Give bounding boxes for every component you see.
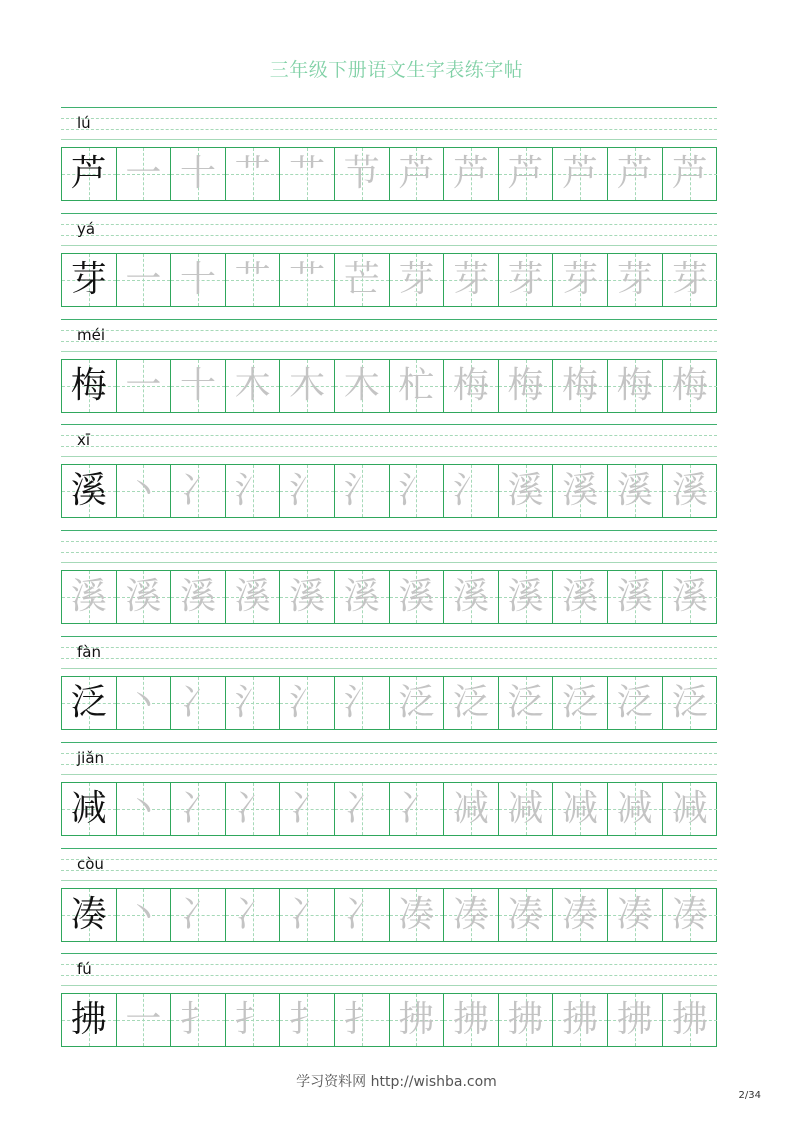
tracing-character: 减	[616, 787, 653, 829]
tracing-character: 芦	[452, 153, 489, 194]
tracing-cell	[499, 360, 554, 412]
character-grid	[61, 888, 717, 942]
tracing-character: 芦	[507, 153, 544, 194]
tracing-cell	[390, 571, 445, 623]
tracing-character: 冫	[343, 893, 380, 935]
tracing-cell	[444, 254, 499, 306]
tracing-cell	[226, 254, 281, 306]
tracing-cell	[335, 783, 390, 835]
tracing-character: 丶	[125, 470, 162, 512]
tracing-cell	[553, 148, 608, 200]
tracing-character: 芽	[671, 258, 708, 300]
tracing-cell	[226, 465, 281, 517]
tracing-cell	[280, 254, 335, 306]
tracing-character: 冫	[179, 682, 216, 723]
model-character: 泛	[70, 682, 107, 723]
tracing-cell	[499, 571, 554, 623]
practice-row	[61, 424, 717, 520]
character-grid	[61, 464, 717, 518]
tracing-character: 冫	[179, 787, 216, 829]
pinyin-guide-lines	[61, 953, 717, 987]
character-grid	[61, 676, 717, 730]
pinyin-label: fàn	[77, 643, 101, 661]
character-grid	[61, 253, 717, 307]
page-title: 三年级下册语文生字表练字帖	[269, 59, 524, 81]
tracing-character: 艹	[234, 153, 271, 194]
tracing-character: 溪	[70, 576, 107, 618]
tracing-cell	[280, 360, 335, 412]
practice-row	[61, 213, 717, 309]
model-character: 梅	[70, 364, 107, 406]
tracing-character: 梅	[616, 364, 653, 406]
tracing-character: 艹	[289, 258, 326, 300]
model-character: 溪	[70, 470, 107, 512]
tracing-character: 氵	[398, 470, 435, 512]
tracing-character: 拂	[562, 999, 599, 1041]
tracing-character: 溪	[671, 576, 708, 618]
tracing-cell	[171, 360, 226, 412]
tracing-character: 拂	[398, 999, 435, 1041]
tracing-cell	[499, 994, 554, 1046]
tracing-character: 溪	[616, 470, 653, 512]
model-character-cell	[62, 254, 117, 306]
tracing-cell	[117, 677, 172, 729]
pinyin-guide-lines	[61, 636, 717, 670]
tracing-character: 凑	[616, 893, 653, 935]
tracing-character: 减	[562, 787, 599, 829]
tracing-cell	[335, 571, 390, 623]
tracing-cell	[444, 994, 499, 1046]
model-character: 芽	[70, 258, 107, 300]
tracing-cell	[663, 783, 718, 835]
pinyin-label: yá	[77, 219, 96, 238]
tracing-cell	[663, 677, 718, 729]
tracing-cell	[280, 465, 335, 517]
model-character: 芦	[70, 153, 107, 194]
tracing-cell	[663, 465, 718, 517]
tracing-cell	[280, 677, 335, 729]
tracing-character: 凑	[562, 893, 599, 935]
tracing-cell	[226, 571, 281, 623]
tracing-cell	[226, 677, 281, 729]
pinyin-guide-lines	[61, 530, 717, 564]
tracing-character: 溪	[562, 470, 599, 512]
tracing-character: 芦	[671, 153, 708, 194]
tracing-cell	[280, 571, 335, 623]
pinyin-label: xī	[77, 431, 91, 450]
tracing-character: 氵	[452, 470, 489, 512]
tracing-character: 十	[179, 258, 216, 300]
tracing-cell	[226, 994, 281, 1046]
tracing-character: 泛	[452, 682, 489, 723]
tracing-character: 溪	[125, 576, 162, 618]
tracing-cell	[171, 254, 226, 306]
tracing-character: 丶	[125, 682, 162, 723]
tracing-cell	[608, 465, 663, 517]
tracing-cell	[608, 783, 663, 835]
tracing-character: 冫	[289, 893, 326, 935]
page-number: 2/34	[738, 1090, 761, 1101]
tracing-cell	[335, 360, 390, 412]
tracing-cell	[280, 783, 335, 835]
tracing-character: 氵	[343, 470, 380, 512]
tracing-cell	[335, 889, 390, 941]
practice-row	[61, 953, 717, 1049]
tracing-cell	[335, 465, 390, 517]
tracing-cell	[226, 148, 281, 200]
tracing-character: 一	[125, 999, 162, 1041]
tracing-cell	[390, 254, 445, 306]
tracing-character: 芽	[452, 258, 489, 300]
tracing-cell	[499, 254, 554, 306]
tracing-character: 凑	[452, 893, 489, 935]
tracing-cell	[117, 571, 172, 623]
tracing-cell	[499, 677, 554, 729]
tracing-cell	[663, 889, 718, 941]
model-character: 拂	[70, 999, 107, 1041]
tracing-cell	[444, 889, 499, 941]
tracing-cell	[390, 148, 445, 200]
tracing-cell	[171, 783, 226, 835]
tracing-character: 凑	[398, 893, 435, 935]
practice-row	[61, 848, 717, 944]
tracing-character: 梅	[507, 364, 544, 406]
tracing-character: 冫	[179, 470, 216, 512]
tracing-character: 冫	[234, 787, 271, 829]
tracing-cell	[663, 994, 718, 1046]
tracing-character: 氵	[289, 470, 326, 512]
tracing-cell	[117, 783, 172, 835]
tracing-cell	[390, 465, 445, 517]
tracing-cell	[226, 783, 281, 835]
tracing-cell	[335, 677, 390, 729]
tracing-character: 节	[343, 153, 380, 194]
pinyin-label: fú	[77, 960, 92, 979]
practice-row	[61, 636, 717, 732]
tracing-cell	[608, 571, 663, 623]
tracing-character: 氵	[343, 682, 380, 723]
tracing-character: 冫	[398, 787, 435, 829]
tracing-cell	[608, 360, 663, 412]
tracing-cell	[608, 148, 663, 200]
tracing-character: 溪	[507, 576, 544, 618]
tracing-character: 芒	[343, 258, 380, 300]
tracing-cell	[499, 783, 554, 835]
tracing-character: 杧	[398, 364, 435, 406]
tracing-cell	[171, 677, 226, 729]
tracing-character: 溪	[179, 576, 216, 618]
tracing-cell	[335, 148, 390, 200]
tracing-cell	[499, 465, 554, 517]
tracing-cell	[444, 148, 499, 200]
tracing-character: 木	[234, 364, 271, 406]
model-character: 减	[70, 787, 107, 829]
tracing-cell	[608, 994, 663, 1046]
tracing-cell	[117, 889, 172, 941]
tracing-character: 溪	[234, 576, 271, 618]
tracing-character: 冫	[343, 787, 380, 829]
tracing-character: 溪	[398, 576, 435, 618]
tracing-cell	[226, 889, 281, 941]
tracing-character: 减	[507, 787, 544, 829]
pinyin-label: còu	[77, 854, 104, 873]
model-character-cell	[62, 360, 117, 412]
tracing-cell	[553, 571, 608, 623]
tracing-cell	[171, 571, 226, 623]
tracing-character: 冫	[179, 893, 216, 935]
character-grid	[61, 359, 717, 413]
character-grid	[61, 570, 717, 624]
tracing-cell	[390, 360, 445, 412]
tracing-character: 溪	[452, 576, 489, 618]
tracing-cell	[117, 994, 172, 1046]
pinyin-guide-lines	[61, 742, 717, 776]
model-character: 凑	[70, 893, 107, 935]
tracing-character: 芦	[562, 153, 599, 194]
tracing-character: 溪	[343, 576, 380, 618]
tracing-character: 拂	[452, 999, 489, 1041]
pinyin-label: méi	[77, 325, 106, 344]
tracing-cell	[117, 254, 172, 306]
tracing-cell	[553, 994, 608, 1046]
tracing-cell	[608, 254, 663, 306]
tracing-cell	[444, 571, 499, 623]
tracing-cell	[444, 360, 499, 412]
tracing-cell	[390, 783, 445, 835]
tracing-character: 芽	[507, 258, 544, 300]
tracing-character: 芦	[616, 153, 653, 194]
tracing-character: 一	[125, 364, 162, 406]
tracing-character: 扌	[289, 999, 326, 1041]
tracing-character: 木	[343, 364, 380, 406]
tracing-cell	[280, 148, 335, 200]
tracing-character: 拂	[507, 999, 544, 1041]
tracing-cell	[553, 783, 608, 835]
tracing-character: 木	[289, 364, 326, 406]
tracing-cell	[280, 889, 335, 941]
tracing-character: 减	[452, 787, 489, 829]
tracing-cell	[553, 465, 608, 517]
tracing-character: 芽	[616, 258, 653, 300]
tracing-character: 扌	[179, 999, 216, 1041]
tracing-character: 一	[125, 258, 162, 300]
tracing-character: 溪	[289, 576, 326, 618]
tracing-cell	[117, 465, 172, 517]
tracing-character: 氵	[234, 682, 271, 723]
tracing-cell	[390, 889, 445, 941]
tracing-cell	[553, 360, 608, 412]
practice-row	[61, 319, 717, 415]
tracing-character: 扌	[234, 999, 271, 1041]
tracing-cell	[663, 254, 718, 306]
tracing-character: 十	[179, 153, 216, 194]
practice-row	[61, 530, 717, 626]
tracing-character: 凑	[507, 893, 544, 935]
model-character-cell	[62, 465, 117, 517]
tracing-cell	[117, 360, 172, 412]
tracing-cell	[663, 148, 718, 200]
tracing-cell	[444, 783, 499, 835]
tracing-cell	[280, 994, 335, 1046]
model-character-cell	[62, 677, 117, 729]
tracing-character: 拂	[616, 999, 653, 1041]
character-grid	[61, 993, 717, 1047]
tracing-character: 丶	[125, 893, 162, 935]
tracing-cell	[663, 571, 718, 623]
tracing-character: 芦	[398, 153, 435, 194]
character-grid	[61, 782, 717, 836]
tracing-character: 溪	[507, 470, 544, 512]
tracing-cell	[171, 148, 226, 200]
tracing-character: 泛	[616, 682, 653, 723]
model-character-cell	[62, 148, 117, 200]
tracing-cell	[444, 465, 499, 517]
tracing-cell	[390, 677, 445, 729]
tracing-character: 扌	[343, 999, 380, 1041]
model-character-cell	[62, 889, 117, 941]
tracing-cell	[171, 994, 226, 1046]
tracing-character: 芽	[562, 258, 599, 300]
pinyin-label: lú	[77, 114, 91, 132]
tracing-cell	[117, 148, 172, 200]
tracing-character: 冫	[289, 787, 326, 829]
tracing-cell	[499, 889, 554, 941]
tracing-character: 梅	[452, 364, 489, 406]
tracing-cell	[444, 677, 499, 729]
tracing-cell	[62, 571, 117, 623]
tracing-cell	[171, 465, 226, 517]
pinyin-guide-lines	[61, 424, 717, 458]
tracing-cell	[390, 994, 445, 1046]
model-character-cell	[62, 994, 117, 1046]
character-grid	[61, 147, 717, 201]
tracing-cell	[553, 677, 608, 729]
tracing-character: 梅	[562, 364, 599, 406]
tracing-cell	[335, 994, 390, 1046]
tracing-character: 减	[671, 787, 708, 829]
tracing-character: 冫	[234, 893, 271, 935]
tracing-cell	[553, 889, 608, 941]
tracing-character: 溪	[671, 470, 708, 512]
tracing-character: 芽	[398, 258, 435, 300]
model-character-cell	[62, 783, 117, 835]
tracing-cell	[608, 677, 663, 729]
tracing-character: 泛	[398, 682, 435, 723]
tracing-character: 梅	[671, 364, 708, 406]
tracing-cell	[608, 889, 663, 941]
tracing-character: 泛	[562, 682, 599, 723]
tracing-character: 丶	[125, 787, 162, 829]
tracing-character: 泛	[671, 682, 708, 723]
tracing-cell	[663, 360, 718, 412]
pinyin-label: jiǎn	[77, 748, 105, 767]
pinyin-guide-lines	[61, 213, 717, 247]
pinyin-guide-lines	[61, 107, 717, 141]
tracing-character: 艹	[234, 258, 271, 300]
tracing-character: 艹	[289, 153, 326, 194]
footer-source: 学习资料网 http://wishba.com	[296, 1074, 497, 1090]
tracing-character: 氵	[289, 682, 326, 723]
tracing-cell	[335, 254, 390, 306]
tracing-character: 溪	[562, 576, 599, 618]
practice-row	[61, 742, 717, 838]
tracing-cell	[226, 360, 281, 412]
tracing-character: 溪	[616, 576, 653, 618]
tracing-cell	[553, 254, 608, 306]
tracing-character: 凑	[671, 893, 708, 935]
tracing-character: 一	[125, 153, 162, 194]
pinyin-guide-lines	[61, 319, 717, 353]
tracing-cell	[499, 148, 554, 200]
tracing-character: 泛	[507, 682, 544, 723]
tracing-cell	[171, 889, 226, 941]
pinyin-guide-lines	[61, 848, 717, 882]
tracing-character: 氵	[234, 470, 271, 512]
practice-row	[61, 107, 717, 203]
tracing-character: 拂	[671, 999, 708, 1041]
tracing-character: 十	[179, 364, 216, 406]
